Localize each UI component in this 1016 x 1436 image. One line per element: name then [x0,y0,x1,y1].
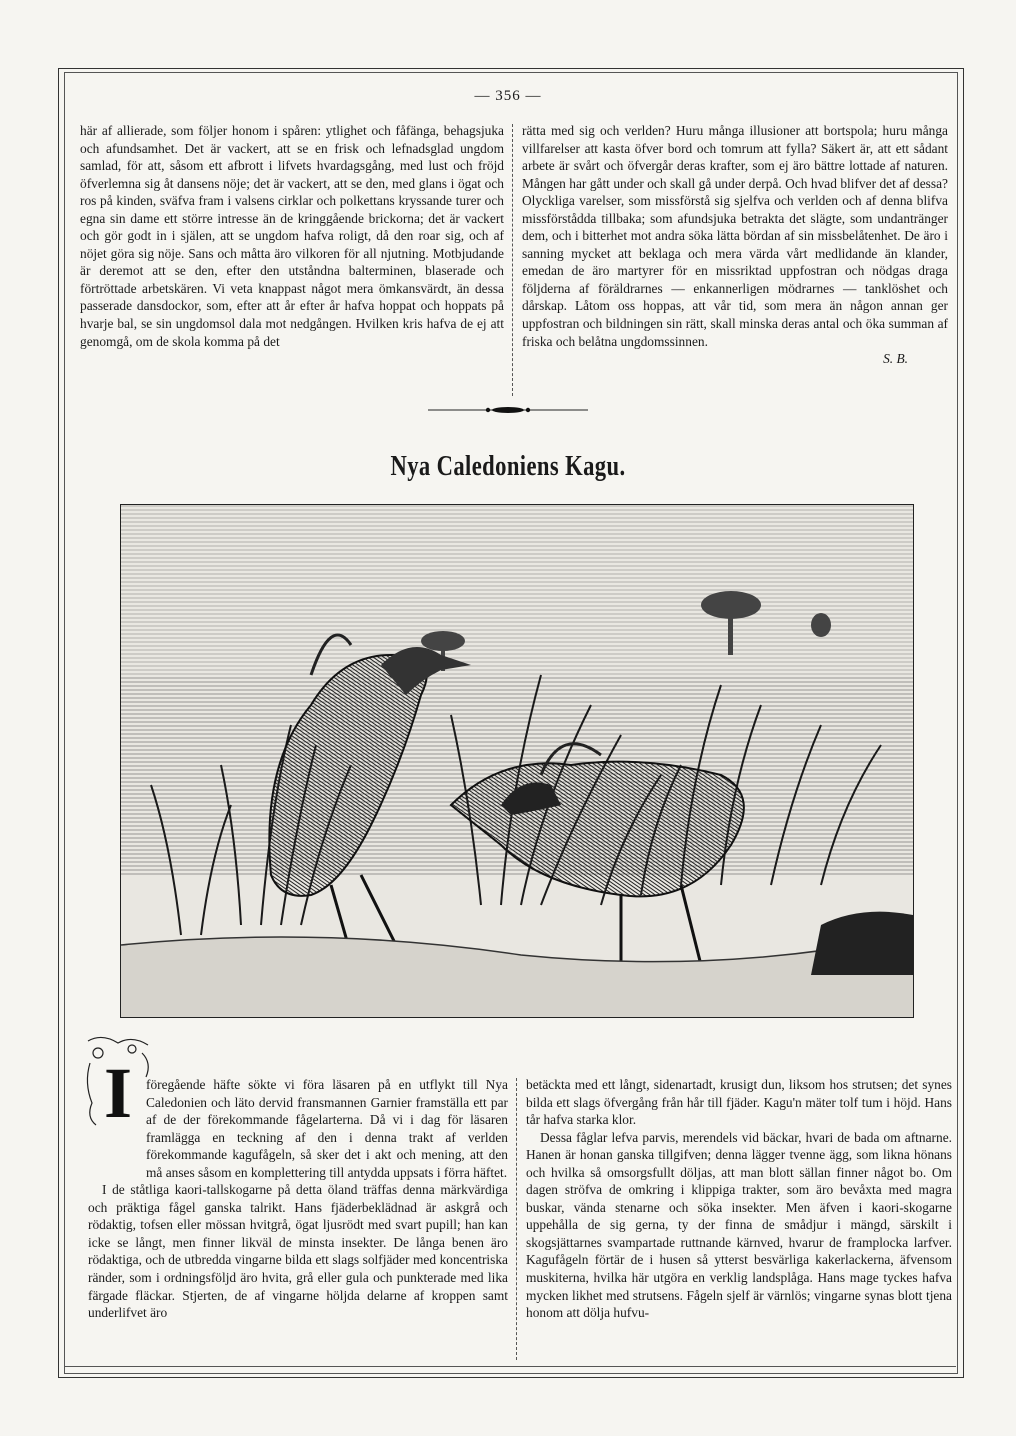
paragraph: rätta med sig och verlden? Huru många illusioner att bortspola; huru många villfarelser att kasta öfver bord och tomrum att fylla? Säkert är, att ett sådant arbete är svårt och öfvergår deras krafter, som ej äro bättre lottade af naturen. Mången har gått under och skall gå under derpå. Och hvad blifver det af dessa? Olyckliga varelser, som missförstå sig sjelfva och verlden och af denna blifva missförstådda tillbaka; som afundsjuka betrakta det slägte, som undantränger dem, och i bitterhet mot andra söka lätta bördan af sin missbelåtenhet. De äro i sanning mycket att beklaga och mera värda vårt medlidande än klander, emedan de äro martyrer för en missriktad uppfostran och nödgas draga följderna af föräldrarnes — enkannerligen mödrarnes — tanklöshet och dårskap. Låtom oss hoppas, att vår tid, som mera än någon annan ger uppfostran och bildningen sin rätt, skall minska deras antal och öka summan af friska och belåtna ungdomssinnen. [522,123,948,349]
article-title: Nya Caledoniens Kagu. [390,450,626,482]
section-ornament [428,404,588,416]
bottom-rule [64,1366,956,1367]
column-divider [516,1078,517,1360]
kagu-engraving [120,504,914,1018]
paragraph: I de ståtliga kaori-tallskogarne på detta öland träffas denna märkvärdiga och präktiga fågel ganska talrikt. Hans fjäderbeklädnad är askgrå och rödaktig, tofsen eller mössan hvitgrå, ögat ljusrödt med svart pupill; han kan icke se långt, men finner likväl de minsta insekter. De långa benen äro rödaktiga, och de utbredda vingarne bilda ett slags solfjäder med koncentriska ränder, som i ordningsföljd äro hvita, grå eller gula och punkterade med lika färgade fläckar. Stjerten, de af vingarne höljda delarne af kroppen samt underlifvet äro [88,1182,508,1321]
top-right-column [522,122,948,368]
top-left-column [80,122,504,350]
page-number: — 356 — [474,88,542,104]
paragraph: föregående häfte sökte vi föra läsaren på en utflykt till Nya Caledonien och läto dervid fransmannen Garnier framställa ett par af de der förekommande fågelarterna. Då vi i dag för läsaren framlägga en teckning af den i denna trakt af verlden förekommande kagufågeln, så sker det i akt och mening, att den må anses såsom en komplettering till antydda uppsats i förra häftet. [146,1077,508,1180]
paragraph: Dessa fåglar lefva parvis, merendels vid bäckar, hvari de bada om aftnarne. Hanen är honan ganska tillgifven; denna lägger tvenne ägg, som likna hönans och hvilka så omsorgsfullt döljas, att man blott sällan finner något bo. Om dagen ströfva de omkring i klippiga trakter, som äro bevåxta med magra buskar, vända stenarne och söka insekter. Men äfven i kaori-skogarne uppehålla de sig gerna, ty der finna de smådjur i mängd, särskilt i skogsjättarnes svampartade ruttnande kärnved, hvarur de framplocka larfver. Kagufågeln förtär de i husen så ytterst besvärliga kakerlackerna, äfvensom muskiterna, hvilka här utgöra en verklig landsplåga. Hans mage tyckes hafva mycken likhet med strutsens. Fågeln sjelf är värnlös; vingarne synas blott tjena honom att dölja hufvu- [526,1129,952,1321]
paragraph: här af allierade, som följer honom i spåren: ytlighet och fåfänga, behagsjuka och afundsamhet. Det är vackert, att se en frisk och lefnadsglad ungdom samlad, för att, såsom ett afbrott i lifvets hvardagsgång, med lust och fröjd öfverlemna sig åt dansens nöje; det är vackert, att se den, med glans i ögat och ros på kinden, sväfva fram i valsens cirklar och polkettans kryssande turer och egna sin dame ett större intresse än de kringgående brickorna; det är vackert och gör godt in i själen, att se ungdom hafva roligt, då den roar sig, och af nöjet göra sig nöje. Sans och måtta äro vilkoren för all njutning. Motbjudande är deremot att se den, efter den utståndna balterminen, blaserade och förtröttade arbetskären. Vi veta knappast något mera ömkansvärdt, än dessa passerade dansdockor, som, efter att år efter år hafva hoppat och hoppats på hvarje bal, se sin ungdomsol dala mot nedgången. Hvilken kris hafva de ej att genomgå, om de skola komma på det [80,123,504,349]
paragraph: betäckta med ett långt, sidenartadt, krusigt dun, liksom hos strutsen; det synes bilda ett slags öfvergång från hår till fjäder. Kagu'n mäter tolf tum i höjd. Hans tår hafva starka klor. [526,1077,952,1128]
initial-letter: I [104,1053,133,1129]
bottom-left-column [88,1076,508,1322]
signature: S. B. [883,351,908,367]
column-divider [512,124,513,396]
bottom-right-column [526,1076,952,1322]
